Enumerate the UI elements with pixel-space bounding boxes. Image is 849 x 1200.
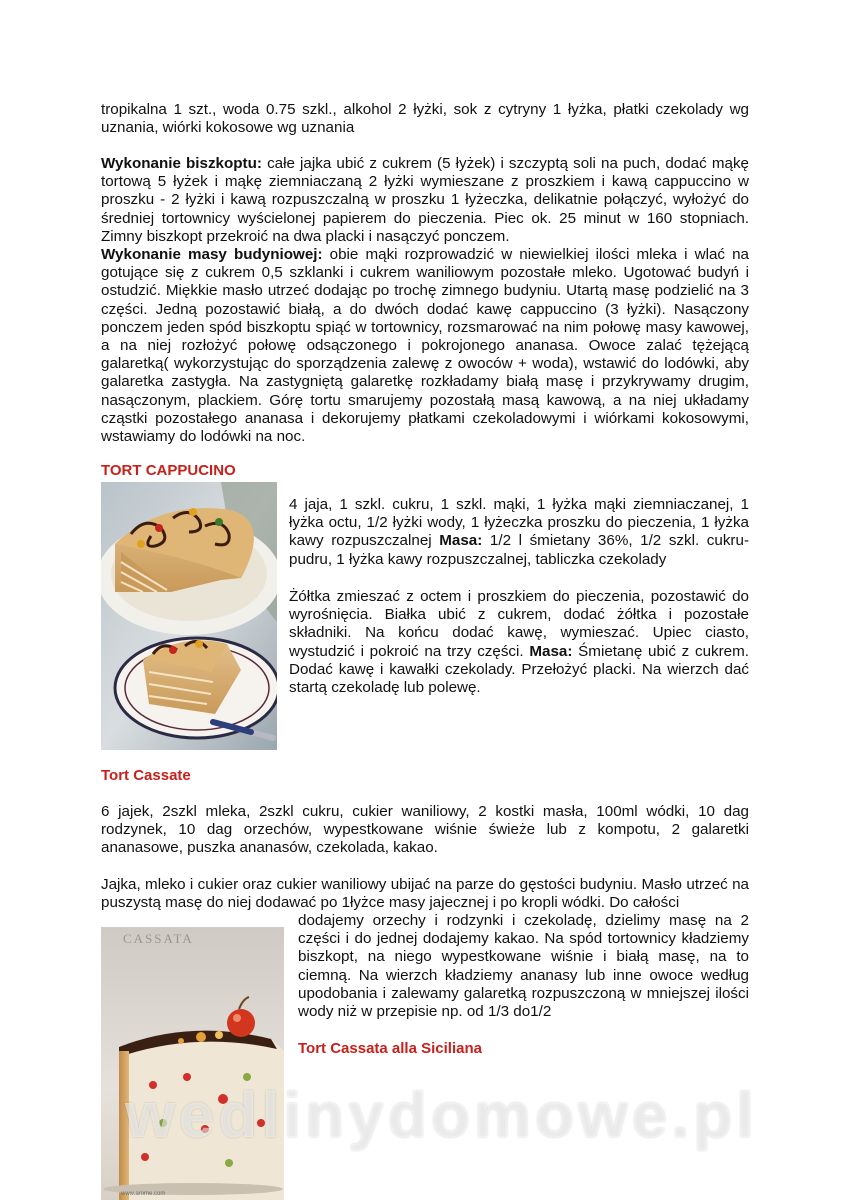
biszkopt-label: Wykonanie biszkoptu: [101, 155, 262, 172]
masa-budyniowa-label: Wykonanie masy budyniowej: [101, 246, 323, 264]
biszkopt-text: całe jajka ubić z cukrem (5 łyżek) i szczyptą soli na puch, dodać mąkę tortową 5 łyżek i mąkę ziemniaczaną 2 łyżki wymieszane z proszkiem i kawą cappuccino w proszku - 2 łyżki i kawą rozpuszczalną w proszku 1 łyżeczka, delikatnie połączyć, wyłożyć do średniej tortownicy wyścielonej papierem do pieczenia. Piec ok. 25 minut w 160 stopniach. Zimny biszkopt przekroić na dwa placki i nasączyć ponczem. [101, 155, 749, 245]
cassata-photo-logo: CASSATA [123, 931, 194, 946]
cappucino-masa-label: Masa: [439, 532, 483, 550]
cappucino-ingredients [289, 496, 749, 569]
intro-paragraph: tropikalna 1 szt., woda 0.75 szkl., alkohol 2 łyżki, sok z cytryny 1 łyżka, płatki czekolady wg uznania, wiórki kokosowe wg uznania [101, 101, 749, 137]
cassata-photo-credit: www.arome.com [121, 1191, 166, 1197]
cassata-cake-photo [101, 927, 284, 1200]
cappucino-method [289, 588, 749, 697]
masa-budyniowa-text: obie mąki rozprowadzić w niewielkiej ilości mleka i wlać na gotujące się z cukrem 0,5 szklanki i cukrem waniliowym pozostałe mleko. Ugotować budyń i ostudzić. Miękkie masło utrzeć dodając po trochę zimnego budyniu. Utartą masę podzielić na 3 części. Jedną pozostawić białą, a do dwóch dodać kawę cappuccino (3 łyżki). Nasączony ponczem jeden spód biszkoptu spiąć w tortownicy, rozsmarować na nim połowę masy kawowej, a na niej rozłożyć połowę odsączonego i pokrojonego ananasa. Owoce zalać tężejącą galaretką( wykorzystując do sporządzenia zalewę z owoców + woda), wstawić do lodówki, aby galaretka zastygła. Na zastygniętą galaretkę rozkładamy białą masę i przykrywamy drugim, nasączonym, plackiem. Górę tortu smarujemy pozostałą masą kawową, a na niej układamy cząstki pozostałego ananasa i dekorujemy płatkami czekoladowymi i wiórkami kokosowymi, wstawiamy do lodówki na noc. [101, 246, 749, 446]
cappucino-masa-ingredients: 1/2 l śmietany 36%, 1/2 szkl. cukru-pudru, 1 łyżka kawy rozpuszczalnej, tabliczka czekolady [289, 532, 749, 568]
cappucino-method-masa-label: Masa: [529, 642, 573, 660]
cassate-ingredients: 6 jajek, 2szkl mleka, 2szkl cukru, cukier waniliowy, 2 kostki masła, 100ml wódki, 10 dag rodzynek, 10 dag orzechów, wypestkowane wiśnie świeże lub z kompotu, 2 galaretki ananasowe, puszka ananasów, czekolada, kakao. [101, 803, 749, 857]
watermark: wedlinydomowe.pl [125, 1079, 758, 1151]
tort-cassata-siciliana-title: Tort Cassata alla Siciliana [298, 1040, 482, 1057]
cappucino-ingredients-text: 4 jaja, 1 szkl. cukru, 1 szkl. mąki, 1 łyżka mąki ziemniaczanej, 1 łyżka octu, 1/2 łyżki wody, 1 łyżeczka proszku do pieczenia, 1 łyżka kawy rozpuszczalnej [289, 496, 749, 550]
cassate-method-full: Jajka, mleko i cukier oraz cukier waniliowy ubijać na parze do gęstości budyniu. Masło utrzeć na puszystą masę do niej dodawać po 1łyżce masy jajecznej i po kropli wódki. Do całości [101, 876, 749, 912]
cassate-method-wrap: dodajemy orzechy i rodzynki i czekoladę, dzielimy masę na 2 części i do jednej dodajemy kakao. Na spód tortownicy kładziemy biszkopt, na niego wypestkowane wiśnie i białą masę, na to ciemną. Na wierzch kładziemy ananasy lub inne owoce według upodobania i zalewamy galaretką rozpuszczoną w mniejszej ilości wody niż w przepisie np. od 1/3 do1/2 [298, 912, 749, 1021]
cappucino-method-text: Żółtka zmieszać z octem i proszkiem do pieczenia, pozostawić do wyrośnięcia. Białka ubić z cukrem, dodać żółtka i pozostałe składniki. Na końcu dodać kawę, wymieszać. Upiec ciasto, wystudzić i pokroić na trzy części. [289, 588, 749, 660]
cappucino-cake-photo [101, 482, 277, 750]
tort-cappucino-title: TORT CAPPUCINO [101, 462, 236, 479]
preparation-paragraph [101, 155, 749, 446]
cappucino-method-masa-text: Śmietanę ubić z cukrem. Dodać kawę i kawałki czekolady. Przełożyć placki. Na wierzch dać startą czekoladę lub polewę. [289, 642, 749, 697]
tort-cassate-title: Tort Cassate [101, 767, 191, 784]
